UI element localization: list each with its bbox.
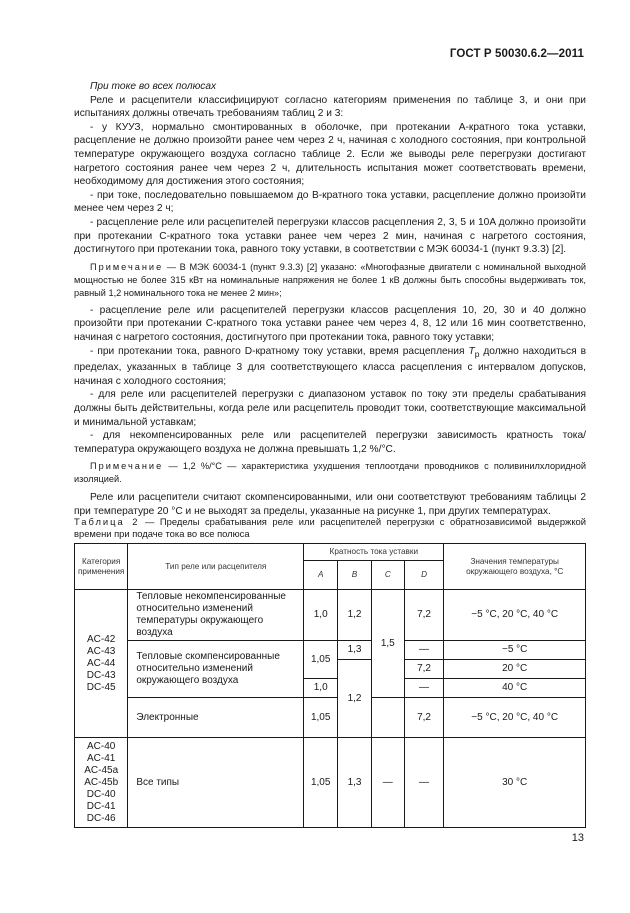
symbol-tp-subscript: p — [474, 348, 480, 359]
paragraph-4: - расцепление реле или расцепителей перегрузки классов расцепления 2, 3, 5 и 10A должно произойти при протекании C-кратного тока уставки ранее чем через 2 мин, начиная с нагретого состояния, достигнутого при протекании тока, равного току уставки, в соответствии с МЭК 60034-1 (пункт 9.3.3) [2]. — [74, 216, 586, 256]
table-cell: 30 °C — [444, 738, 586, 828]
paragraph-1: Реле и расцепители классифицируют согласно категориям применения по таблице 3, и они при испытаниях должны отвечать требованиям таблиц 2 и 3: — [74, 94, 586, 120]
table-cell: −5 °C — [444, 641, 586, 660]
paragraph-8: - для некомпенсированных реле или расцепителей перегрузки зависимость кратность тока/температура окружающего воздуха не должна превышать 1,2 %/°C. — [74, 430, 586, 455]
paragraph-9: Реле или расцепители считают скомпенсированными, или они соответствуют требованиям таблицы 2 при температуре 20 °C и не выходят за пределы, указанные на рисунке 1, при других температурах. — [74, 492, 586, 517]
table-cell: 1,2 — [338, 590, 372, 641]
symbol-tp: T — [468, 345, 475, 357]
page-number: 13 — [571, 832, 584, 844]
header-current-multiple: Кратность тока уставки — [304, 544, 444, 561]
table-caption-text: — Пределы срабатывания реле или расцепителей перегрузки с обратнозависимой выдержкой времени при подаче тока во все полюса — [74, 516, 586, 540]
header-c: C — [371, 561, 404, 590]
header-type: Тип реле или расцепителя — [128, 544, 304, 590]
group2-categories: AC-40 AC-41 AC-45a AC-45b DC-40 DC-41 DC-46 — [75, 738, 128, 828]
table-cell: 40 °C — [444, 679, 586, 698]
table-cell: Все типы — [128, 738, 304, 828]
table-cell: 1,3 — [338, 738, 372, 828]
paragraph-2: - у КУУЗ, нормально смонтированных в оболочке, при протекании A-кратного тока уставки, расцепление не должно произойти ранее чем через 2 ч, начиная с холодного состояния, при контрольной температуре окружающего воздуха согласно таблице 2. Если же выводы реле перегрузки достигают нагретого состояния ранее чем через 2 ч, длительность испытания может соответствовать времени, необходимому для достижения этого состояния; — [74, 121, 586, 188]
table-caption — [74, 516, 586, 541]
table-cell: — — [371, 738, 404, 828]
trip-limits-table — [74, 543, 586, 828]
table-cell: — — [404, 641, 444, 660]
table-cell: 1,2 — [338, 660, 372, 738]
document-body — [74, 80, 586, 518]
document-code: ГОСТ Р 50030.6.2—2011 — [449, 48, 584, 60]
header-ambient-temperature: Значения температуры окружающего воздуха, °C — [444, 544, 586, 590]
paragraph-6-end: должно находиться в пределах, указанных в таблице 3 для соответствующего класса расцепления с интервалом допусков, начиная с холодного состояния; — [74, 345, 586, 387]
table-cell: 1,0 — [304, 590, 338, 641]
note-2-text: — 1,2 %/°C — характеристика ухудшения теплоотдачи проводников с поливинилхлоридной изоляцией. — [74, 461, 586, 485]
table-cell: Электронные — [128, 698, 304, 738]
paragraph-6-start: - при протекании тока, равного D-кратному току уставки, время расцепления — [90, 345, 469, 357]
table-cell: 7,2 — [404, 590, 444, 641]
table-cell: 20 °C — [444, 660, 586, 679]
table-cell: −5 °C, 20 °C, 40 °C — [444, 590, 586, 641]
table-cell: Тепловые скомпенсированные относительно изменений окружающего воздуха — [128, 641, 304, 698]
note-2-label: Примечание — [90, 461, 164, 472]
table-cell: −5 °C, 20 °C, 40 °C — [444, 698, 586, 738]
paragraph-3: - при токе, последовательно повышаемом до B-кратного тока уставки, расцепление должно произойти менее чем через 2 ч; — [74, 189, 586, 215]
header-b: B — [338, 561, 372, 590]
table-cell: 7,2 — [404, 660, 444, 679]
table-cell — [371, 698, 404, 738]
section-subtitle: При токе во всех полюсах — [90, 81, 217, 92]
table-cell: 1,3 — [338, 641, 372, 660]
table-cell: 7,2 — [404, 698, 444, 738]
table-cell: — — [404, 738, 444, 828]
table-cell: 1,0 — [304, 679, 338, 698]
paragraph-5: - расцепление реле или расцепителей перегрузки классов расцепления 10, 20, 30 и 40 должно произойти при протекании C-кратного тока уставки ранее чем через 4, 8, 12 или 16 мин соответственно, начиная с нагретого состояния, достигнутого при протекании тока, равного току уставки; — [74, 304, 586, 343]
note-1-label: Примечание — [90, 261, 164, 272]
table-cell: — — [404, 679, 444, 698]
table-cell: 1,05 — [304, 738, 338, 828]
paragraph-7: - для реле или расцепителей перегрузки с диапазоном уставок по току эти пределы срабатывания должны быть действительны, когда реле или расцепитель проводит токи, соответствующие максимальной и минимальной уставкам; — [74, 389, 586, 428]
table-cell: 1,05 — [304, 641, 338, 679]
group1-c-value: 1,5 — [371, 590, 404, 698]
header-d: D — [404, 561, 444, 590]
paragraph-6 — [74, 345, 586, 389]
note-1 — [74, 261, 586, 300]
header-a: A — [304, 561, 338, 590]
group1-categories: AC-42 AC-43 AC-44 DC-43 DC-45 — [75, 590, 128, 738]
header-category: Категория применения — [75, 544, 128, 590]
table-caption-label: Таблица 2 — [74, 516, 140, 527]
table-cell: Тепловые некомпенсированные относительно изменений температуры окружающего воздуха — [128, 590, 304, 641]
note-2 — [74, 460, 586, 486]
note-1-text: — В МЭК 60034-1 (пункт 9.3.3) [2] указано: «Многофазные двигатели с номинальной выходной мощностью не более 315 кВт на номинальные напряжения не более 1 кВ должны быть способны выдерживать ток, равный 1,2 номинального тока не менее 2 мин»; — [74, 261, 586, 298]
table-cell: 1,05 — [304, 698, 338, 738]
